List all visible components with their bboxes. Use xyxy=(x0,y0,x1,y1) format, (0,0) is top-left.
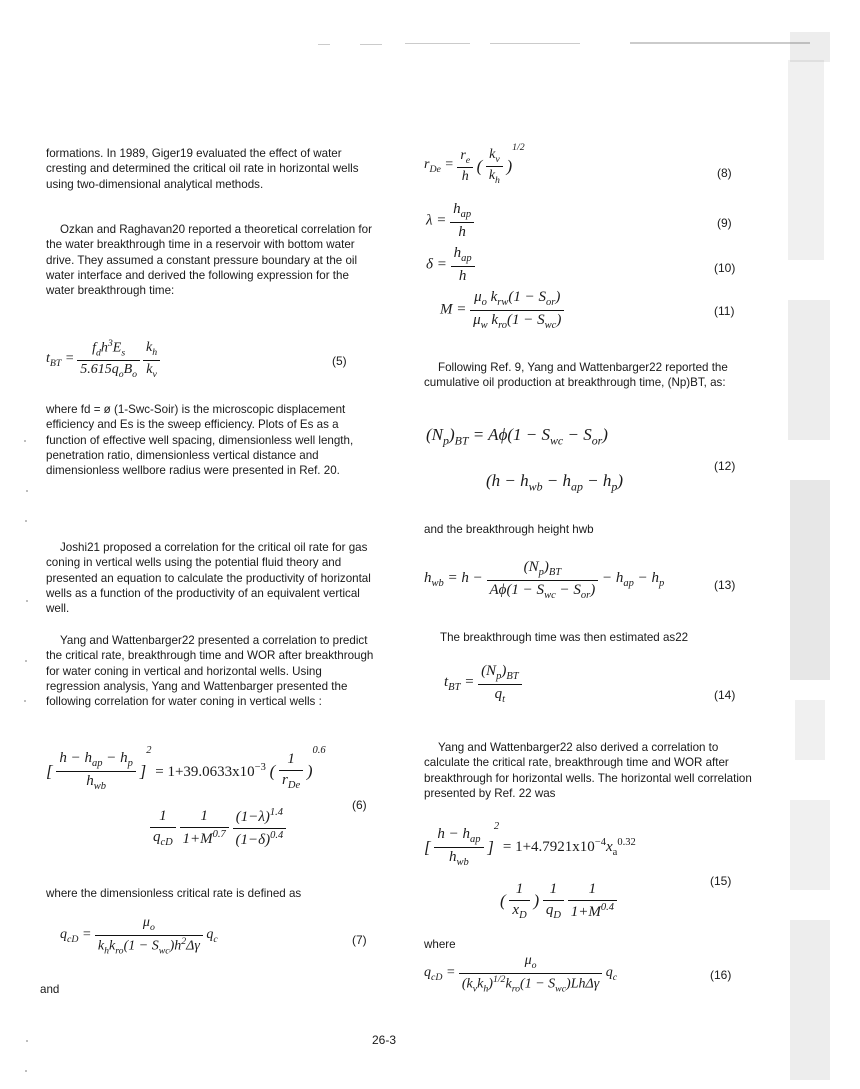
paragraph-horizontal-correlation: Yang and Wattenbarger22 also derived a correlation to calculate the critical rate, breakthrough time and WOR after breakthrough for horizontal wells. The horizontal well correlation presented by Ref. 22 was xyxy=(424,741,752,800)
equation-10: δ = $\frac{h_{ap}}{h}$ xyxy=(426,244,576,287)
equation-14: $t_{BT}$ = $\frac{(N_p)_{BT}}{q_t}$ xyxy=(444,662,644,707)
equation-6-line-1: [ $\frac{h - h_{ap} - h_p}{h_{wb}}$ ]$^2 = 1+39.0633x10^{-3}$ ( $\frac{1}{r_{De}}$ )$^{0.6}$ xyxy=(46,745,326,793)
equation-number-11: (11) xyxy=(714,304,735,318)
equation-5: $t_{BT}$ = $\frac{f_dh^3E_s}{5.615q_oB_o}$ $\frac{k_h}{k_v}$ xyxy=(46,338,346,382)
paragraph-ozkan: Ozkan and Raghavan20 reported a theoretical correlation for the water breakthrough time in a reservoir with bottom water drive. They assumed a constant pressure boundary at the oil water interface and derived the following expression for the water breakthrough time: xyxy=(46,223,372,298)
equation-number-15: (15) xyxy=(710,874,732,888)
equation-number-12: (12) xyxy=(714,459,736,473)
paragraph-joshi: Joshi21 proposed a correlation for the critical oil rate for gas coning in vertical wells using the potential fluid theory and presented an equation to calculate the productivity of horizontal wells as a function of the productivity of an equivalent vertical well. xyxy=(46,541,371,616)
equation-11: M = $\frac{\mu_o k_{rw}(1 - S_{or})}{\mu_w k_{ro}(1 - S_{wc})}$ xyxy=(440,288,660,333)
equation-16: $q_{cD}$ = $\frac{\mu_o}{(k_vk_h)^{1/2}k_{ro}(1 - S_{wc})Lh\Delta\gamma}$ $q_c$ xyxy=(424,953,618,995)
paragraph-where: where xyxy=(424,938,456,951)
equation-number-9: (9) xyxy=(717,216,732,230)
page-number: 26-3 xyxy=(372,1033,397,1047)
equation-13: $h_{wb} = h$ − $\frac{(N_p)_{BT}}{A\phi(1 - S_{wc} - S_{or})}$ − $h_{ap} - h_p$ xyxy=(424,559,665,601)
paragraph-breakthrough-time: The breakthrough time was then estimated as22 xyxy=(440,631,689,644)
paragraph-and: and xyxy=(40,983,60,996)
equation-9: λ = $\frac{h_{ap}}{h}$ xyxy=(426,200,576,243)
equation-number-6: (6) xyxy=(352,798,367,812)
equation-number-7: (7) xyxy=(352,933,367,947)
paragraph-dimensionless-rate: where the dimensionless critical rate is defined as xyxy=(46,887,302,900)
equation-6-line-2: $\frac{1}{q_{cD}}$ $\frac{1}{1+M^{0.7}}$ $\frac{(1-\lambda)^{1.4}}{(1-\delta)^{0.4}}$ xyxy=(150,806,370,851)
equation-7: $q_{cD}$ = $\frac{\mu_o}{k_hk_{ro}(1 - S_{wc})h^2\Delta\gamma}$ $q_c$ xyxy=(60,915,218,957)
paragraph-yang-wattenbarger: Yang and Wattenbarger22 presented a correlation to predict the critical rate, breakthrough time and WOR after breakthrough for water coning in vertical and horizontal wells. Using regression analysis, Yang and Wattenbarger presented the following correlation for water coning in vertical wells : xyxy=(46,634,374,709)
equation-15-line-1: [ $\frac{h - h_{ap}}{h_{wb}}$ ]$^2 = 1+4.7921x10^{-4}x_a^{0.32}$ xyxy=(424,821,636,869)
equation-number-8: (8) xyxy=(717,166,732,180)
equation-12-line-1: $(N_p)_{BT} = A\phi(1 - S_{wc} - S_{or})$ xyxy=(426,425,608,448)
equation-12-line-2: $(h - h_{wb} - h_{ap} - h_p)$ xyxy=(486,471,624,494)
paragraph-following-ref9: Following Ref. 9, Yang and Wattenbarger22 reported the cumulative oil production at breakthrough time, (Np)BT, as: xyxy=(424,361,728,390)
equation-8: $r_{De}$ = $\frac{r_e}{h}$ ( $\frac{k_v}{k_h}$ )$^{1/2}$ xyxy=(424,142,525,187)
equation-number-14: (14) xyxy=(714,688,736,702)
paragraph-where-fd: where fd = ø (1-Swc-Soir) is the microscopic displacement efficiency and Es is the sweep efficiency. Plots of Es as a function of effective well spacing, dimensionless well length, penetration ratio, dimensionless vertical distance and dimensionless wellbore radius were presented in Ref. 20. xyxy=(46,403,354,478)
equation-15-line-2: ( $\frac{1}{x_D}$ ) $\frac{1}{q_D}$ $\frac{1}{1+M^{0.4}}$ xyxy=(500,880,720,923)
paragraph-breakthrough-height: and the breakthrough height hwb xyxy=(424,523,594,536)
equation-number-13: (13) xyxy=(714,578,736,592)
equation-number-16: (16) xyxy=(710,968,732,982)
equation-number-5: (5) xyxy=(332,354,347,368)
equation-number-10: (10) xyxy=(714,261,736,275)
paragraph-giger: formations. In 1989, Giger19 evaluated the effect of water cresting and determined the critical oil rate in horizontal wells using two-dimensional analytical methods. xyxy=(46,147,359,191)
